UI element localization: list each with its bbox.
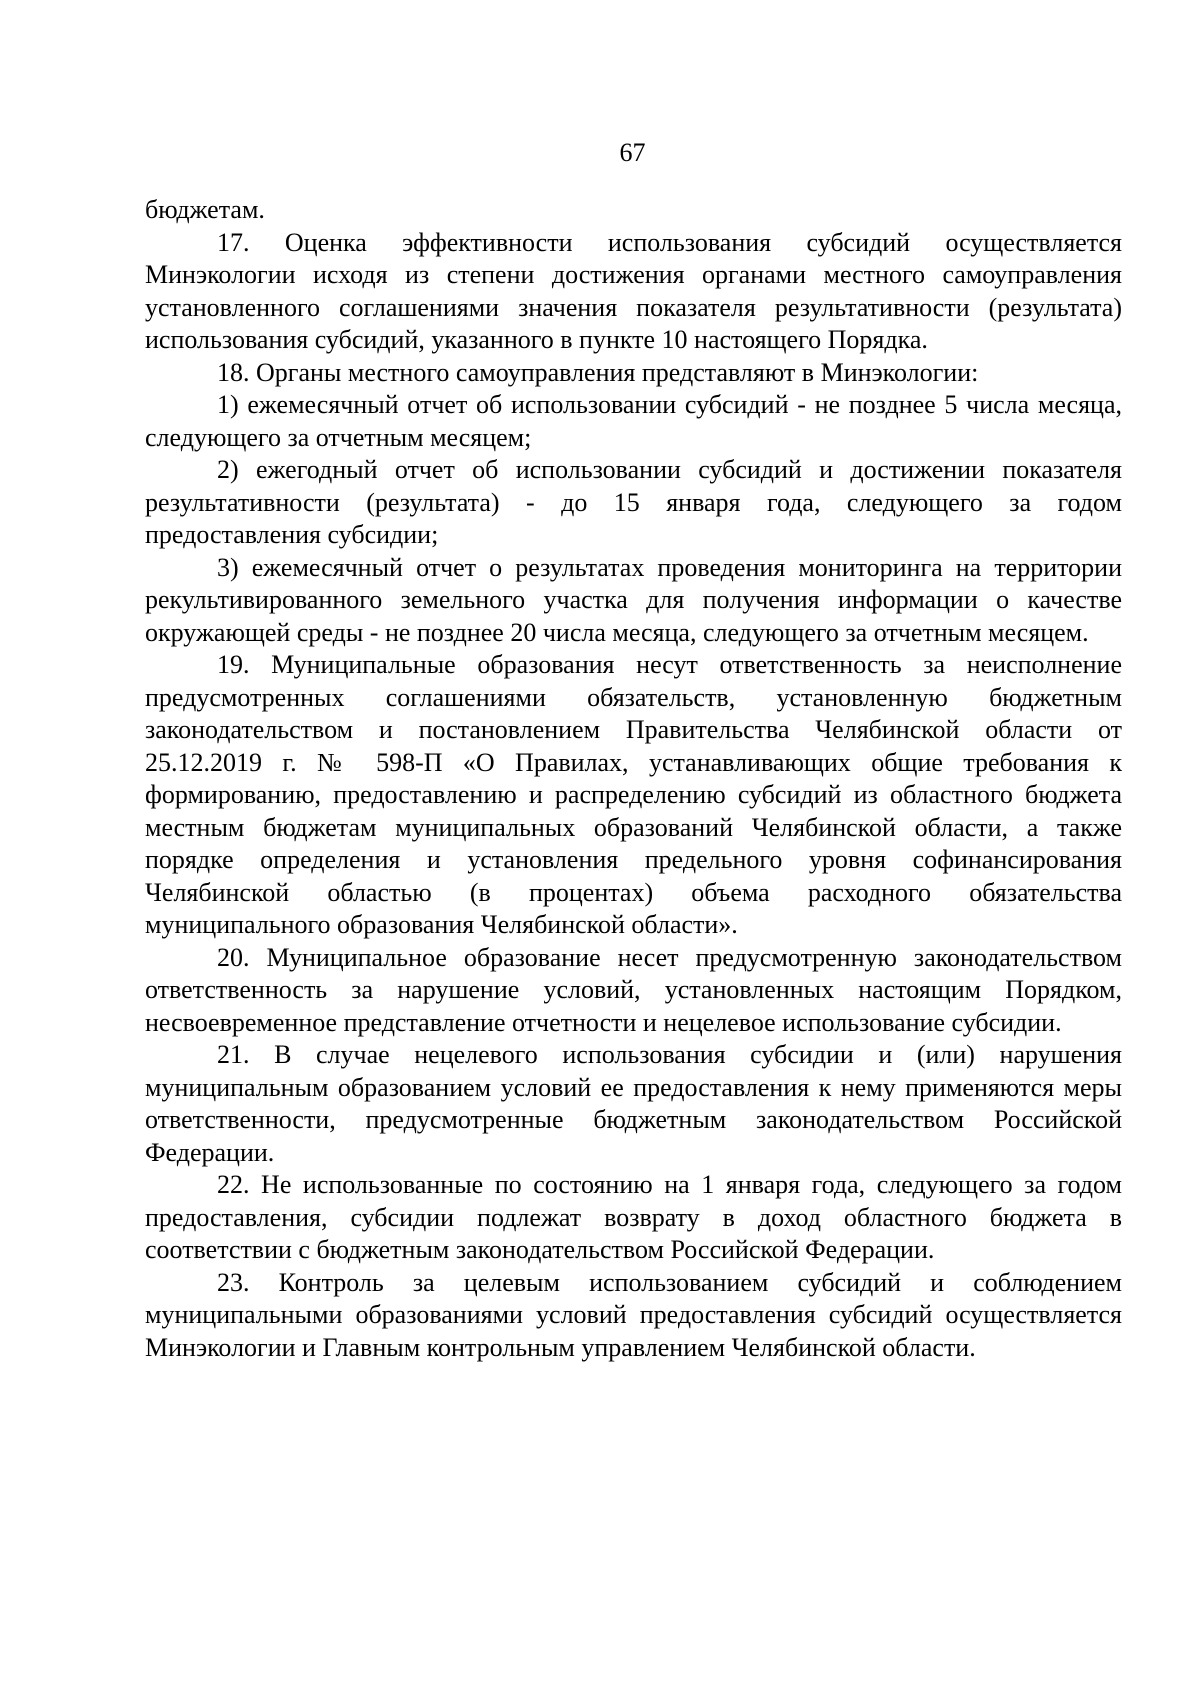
paragraph-18-item-1: 1) ежемесячный отчет об использовании субсидий - не позднее 5 числа месяца, следующего за отчетным месяцем;: [145, 390, 1122, 452]
paragraph-18-item-2: 2) ежегодный отчет об использовании субсидий и достижении показателя результативности (результата) - до 15 января года, следующего за годом предоставления субсидии;: [145, 455, 1122, 549]
paragraph-19: 19. Муниципальные образования несут ответственность за неисполнение предусмотренных соглашениями обязательств, установленную бюджетным законодательством и постановлением Правительства Челябинской области от 25.12.2019 г. № 598-П «О Правилах, устанавливающих общие требования к формированию, предоставлению и распределению субсидий из областного бюджета местным бюджетам муниципальных образований Челябинской области, а также порядке определения и установления предельного уровня софинансирования Челябинской областью (в процентах) объема расходного обязательства муниципального образования Челябинской области».: [145, 650, 1122, 939]
paragraph-18-item-3: 3) ежемесячный отчет о результатах проведения мониторинга на территории рекультивированного земельного участка для получения информации о качестве окружающей среды - не позднее 20 числа месяца, следующего за отчетным месяцем.: [145, 552, 1122, 647]
paragraph-18: 18. Органы местного самоуправления представляют в Минэкологии:: [217, 357, 979, 387]
document-body: [145, 194, 1122, 1364]
paragraph-17: 17. Оценка эффективности использования субсидий осуществляется Минэкологии исходя из степени достижения органами местного самоуправления установленного соглашениями значения показателя результативности (результата) использования субсидий, указанного в пункте 10 настоящего Порядка.: [145, 227, 1122, 354]
paragraph-continuation: бюджетам.: [145, 195, 265, 224]
paragraph-21: 21. В случае нецелевого использования субсидии и (или) нарушения муниципальным образованием условий ее предоставления к нему применяются меры ответственности, предусмотренные бюджетным законодательством Российской Федерации.: [145, 1040, 1122, 1167]
page-number: 67: [619, 138, 646, 167]
paragraph-23: 23. Контроль за целевым использованием субсидий и соблюдением муниципальными образованиями условий предоставления субсидий осуществляется Минэкологии и Главным контрольным управлением Челябинской области.: [145, 1267, 1122, 1362]
paragraph-20: 20. Муниципальное образование несет предусмотренную законодательством ответственность за нарушение условий, установленных настоящим Порядком, несвоевременное представление отчетности и нецелевое использование субсидии.: [145, 942, 1122, 1037]
paragraph-22: 22. Не использованные по состоянию на 1 января года, следующего за годом предоставления, субсидии подлежат возврату в доход областного бюджета в соответствии с бюджетным законодательством Российской Федерации.: [145, 1170, 1122, 1264]
